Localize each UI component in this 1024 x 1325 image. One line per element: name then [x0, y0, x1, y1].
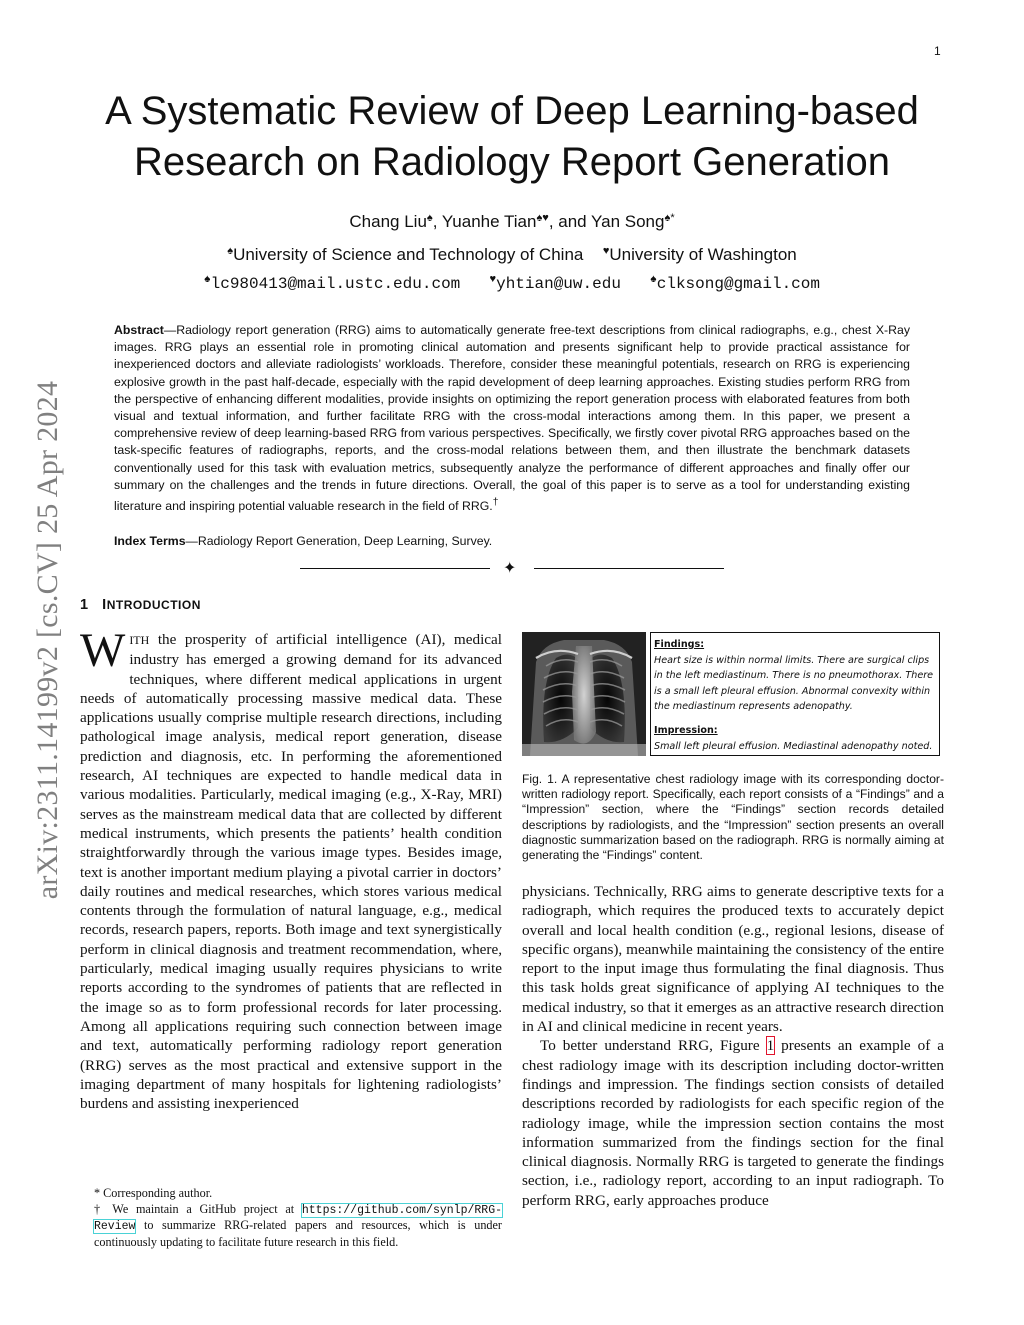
abstract-text: —Radiology report generation (RRG) aims to automatically generate free-text descriptions from clinical radiographs, e.g., chest X-Ray images. RRG plays an essential role in promoting clinical automation and presents significant help to provide practical assistance for inexperienced doctors and alleviate radiologists’ workloads. Therefore, consider these meaningful potentials, research on RRG is experiencing explosive growth in the past half-decade, especially with the rapid development of deep learning approaches. Existing studies perform RRG from the perspective of enhancing different modalities, provide insights on optimizing the report generation process with elaborated features from both visual and textual information, and further facilitate RRG with the cross-modal interactions among them. In this paper, we present a comprehensive review of deep learning-based RRG from various perspectives. Specifically, we firstly cover pivotal RRG approaches based on the task-specific features of radiographs, reports, and the cross-modal relations between them, and then illustrate the benchmark datasets conventionally used for this task with evaluation metrics, subsequently analyze the performance of different approaches and finally offer our summary on the challenges and the trends in future directions. Overall, the goal of this paper is to serve as a tool for understanding existing literature and inspiring potential valuable research in the field of RRG.	[114, 323, 910, 514]
spade-icon: ♠	[227, 245, 234, 257]
impression-text: Small left pleural effusion. Mediastinal adenopathy noted.	[654, 740, 933, 752]
findings-label: Findings:	[654, 639, 705, 650]
corresponding-star: *	[670, 212, 675, 224]
page-number: 1	[934, 44, 941, 58]
right-paragraph-1: physicians. Technically, RRG aims to generate descriptive texts for a radiograph, which requires the produced texts to accurately depict overall and local health condition (e.g., regional lesions, disease of specific organs), meanwhile maintaining the consistency of the entire report to the input image thus formulating the final diagnosis. Thus this task holds great significance of applying AI techniques to the medical industry, so that it emerges as an attractive research direction in AI and clinical medicine in recent years.	[522, 883, 944, 1036]
spade-icon: ♠	[664, 212, 671, 224]
abstract	[114, 322, 910, 515]
intro-text: the prosperity of artificial intelligence (AI), medical industry has emerged a growing demand for its advanced techniques, where different medical applications in urgent needs of automatically processing massive medical data. These applications usually comprise multiple research directions, including pathological image analysis, medical report generation, disease prediction and diagnosis, etc. In performing the aforementioned research, AI techniques are expected to handle medical data in various modalities. Particularly, medical imaging (e.g., X-Ray, MRI) serves as the mainstream medical data that are collected by different medical instruments, which presents the patients’ health condition straightforwardly through the various image types. Besides image, text is another important medium playing a pivotal carrier in doctors’ daily routines and medical researches, which stores various medical contents through the formulation of natural language, e.g., medical records, research papers, reports. Both image and text synergistically perform in clinical diagnosis and treatment recommendation, where, particularly, medical imaging usually requires physicians to write reports according to the syndromes of patients that are reflected in the image so as to form professional records for later processing. Among all applications requiring such connection between image and text, automatically performing radiology report generation (RRG) serves as the most practical and extensive support in the imaging department of many hospitals for lightening radiologists’ burdens and assisting inexperienced	[80, 631, 502, 1113]
abstract-dagger: †	[492, 497, 499, 509]
spade-icon: ♠	[204, 274, 211, 286]
affiliation-ustc: ♠University of Science and Technology of China	[227, 245, 584, 264]
drop-cap: W	[80, 624, 126, 677]
section-number: 1	[80, 597, 89, 613]
spade-icon: ♠	[650, 274, 657, 286]
index-terms	[114, 534, 910, 548]
email-1: ♠lc980413@mail.ustc.edu.com	[204, 274, 461, 293]
email-3: ♠clksong@gmail.com	[650, 274, 820, 293]
right-column-text	[522, 882, 944, 1210]
diamond-icon: ✦	[503, 560, 517, 577]
abstract-label: Abstract	[114, 323, 164, 337]
email-2: ♥yhtian@uw.edu	[489, 274, 621, 293]
title-line-2: Research on Radiology Report Generation	[134, 140, 890, 184]
chest-xray-drawing	[522, 632, 646, 756]
index-terms-label: Index Terms	[114, 534, 186, 548]
intro-paragraph	[80, 624, 502, 1113]
spade-icon: ♠	[536, 212, 543, 224]
figure-1-reference-link[interactable]: 1	[766, 1037, 775, 1055]
footnote-corresponding: * Corresponding author.	[94, 1186, 213, 1200]
affiliation-uw: ♥University of Washington	[602, 245, 797, 264]
spade-icon: ♠	[426, 212, 433, 224]
author-yuanhe-tian: Yuanhe Tian♠♥	[441, 212, 549, 231]
author-list: Chang Liu♠, Yuanhe Tian♠♥, and Yan Song♠*	[349, 212, 675, 231]
heart-icon: ♥	[542, 212, 549, 224]
title-line-1: A Systematic Review of Deep Learning-based	[105, 89, 919, 133]
index-terms-text: —Radiology Report Generation, Deep Learning, Survey.	[185, 534, 493, 548]
radiology-report-box	[650, 632, 940, 756]
section-heading-introduction	[80, 597, 201, 613]
affiliations	[90, 245, 934, 265]
footnotes	[80, 1186, 502, 1250]
intro-small-caps: ITH	[129, 633, 150, 647]
heart-icon: ♥	[602, 245, 610, 257]
figure-1	[522, 632, 944, 762]
section-divider	[300, 560, 724, 580]
email-list	[90, 274, 934, 293]
footnote-github: † We maintain a GitHub project at https://github.com/synlp/RRG-Review to summarize RRG-related papers and resources, which is under continuously updating to facilitate future research in this field.	[94, 1201, 502, 1249]
right-paragraph-2: To better understand RRG, Figure 1 presents an example of a chest radiology image with its description including doctor-written findings and impression. The findings section consists of detailed descriptions recorded by radiologists for each specific region of the radiology image, while the impression section contains the most information summarized from the findings section for the final clinical diagnosis. Normally RRG is targeted to generate the findings section, i.e., radiology report, according to an input radiograph. To perform RRG, early approaches produce	[522, 1037, 945, 1209]
chest-xray-image	[522, 632, 646, 756]
author-yan-song: Yan Song♠*	[591, 212, 675, 231]
figure-caption: Fig. 1. A representative chest radiology image with its corresponding doctor-written radiology report. Specifically, each report consists of a “Findings” and a “Impression” section, where the “Findings” section records detailed descriptions by radiologists, and the “Impression” section presents an overall diagnostic summarization based on the radiograph. RRG is normally aiming at generating the “Findings” content.	[522, 772, 944, 863]
impression-label: Impression:	[654, 724, 718, 736]
paper-title	[90, 86, 934, 188]
author-chang-liu: Chang Liu♠	[349, 212, 433, 231]
section-first-letter: I	[102, 597, 107, 613]
findings-text: Heart size is within normal limits. There are surgical clips in the left mediastinum. There is no pneumothorax. There is a small left pleural effusion. Abnormal convexity within the mediastinum represents adenopathy.	[654, 654, 934, 713]
heart-icon: ♥	[489, 274, 497, 286]
github-link[interactable]: https://github.com/synlp/RRG-Review	[94, 1203, 502, 1233]
section-rest: NTRODUCTION	[106, 598, 201, 612]
arxiv-identifier: arXiv:2311.14199v2 [cs.CV] 25 Apr 2024	[31, 380, 64, 900]
